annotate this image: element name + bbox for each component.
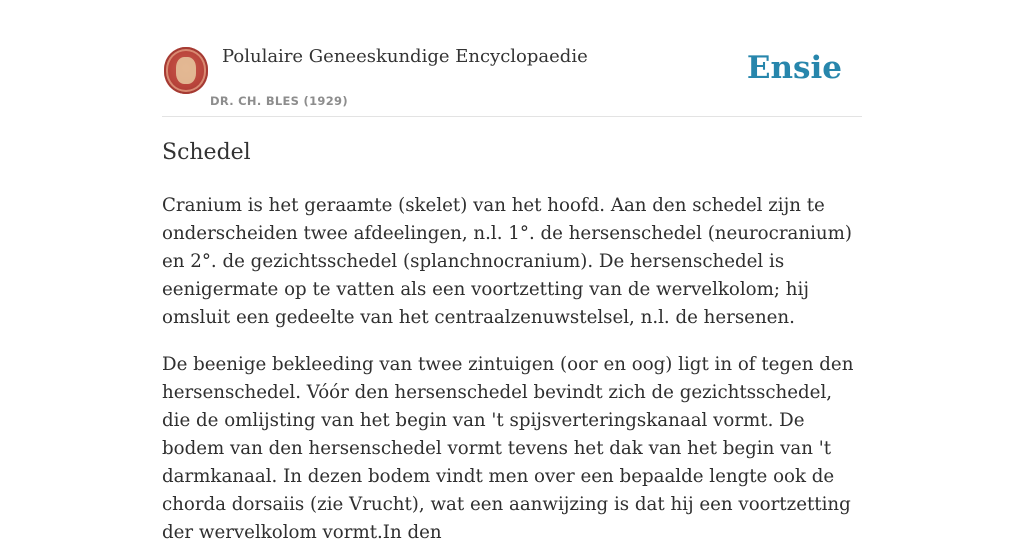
ensie-logo-link[interactable]: Ensie	[746, 50, 842, 86]
article-paragraph-1: Cranium is het geraamte (skelet) van het hoofd. Aan den schedel zijn te onderscheiden twee afdeelingen, n.l. 1°. de hersenschedel (neurocranium) en 2°. de gezichtsschedel (splanchnocranium). De hersenschedel is eenigermate op te vatten als een voortzetting van de wervelkolom; hij omsluit een gedeelte van het centraalzenuwstelsel, n.l. de hersenen.	[162, 195, 852, 328]
header	[162, 0, 862, 117]
book-title[interactable]: Polulaire Geneeskundige Encyclopaedie	[222, 46, 588, 67]
book-cover-logo[interactable]	[164, 47, 208, 94]
emblem-icon	[176, 57, 196, 84]
book-author[interactable]: DR. CH. BLES (1929)	[210, 94, 348, 108]
article-paragraph-2: De beenige bekleeding van twee zintuigen (oor en oog) ligt in of tegen den hersenschedel. Vóór den hersenschedel bevindt zich de gezichtsschedel, die de omlijsting van het begin van 't spijsverteringskanaal vormt. De bodem van den hersenschedel vormt tevens het dak van het begin van 't darmkanaal. In dezen bodem vindt men over een bepaalde lengte ook de chorda dorsaiis (zie Vrucht), wat een aanwijzing is dat hij een voortzetting der wervelkolom vormt.In den	[162, 354, 854, 543]
article-title: Schedel	[162, 140, 251, 165]
page	[162, 0, 862, 543]
